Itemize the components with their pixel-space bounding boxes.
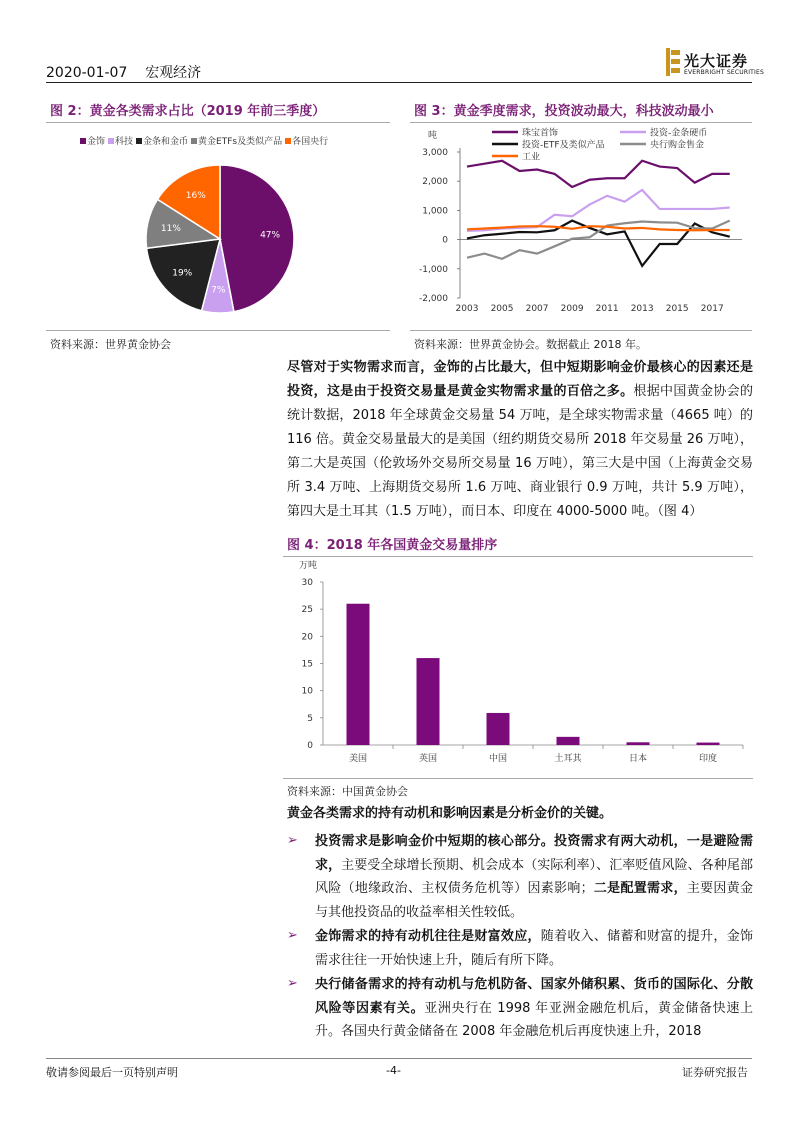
legend-label-0: 珠宝首饰	[522, 128, 559, 139]
legend-label-2: 投资-ETF及类似产品	[522, 140, 605, 151]
bullet-investment	[315, 830, 753, 924]
pie-label-2: 19%	[172, 268, 193, 279]
bullet-investment-text2: 主要因黄金与其他投资品的收益率相关性较低。	[315, 881, 753, 920]
lead-sentence: 黄金各类需求的持有动机和影响因素是分析金价的关键。	[287, 806, 613, 821]
logo-name-cn: 光大证券	[684, 52, 749, 70]
y-axis-label: 吨	[428, 131, 438, 141]
fig4-bar-chart	[283, 558, 753, 778]
bullet-jewelry-bold: 金饰需求的持有动机往往是财富效应，	[315, 929, 541, 944]
x-tick-label: 2013	[630, 304, 654, 314]
x-tick-label: 2005	[490, 304, 514, 314]
x-tick-label: 2003	[455, 304, 479, 314]
fig2-source: 资料来源：世界黄金协会	[50, 338, 171, 351]
header-date-section	[46, 62, 201, 82]
bar-3	[557, 737, 580, 745]
fig3-bottom-rule	[410, 330, 752, 331]
page-number: -4-	[386, 1064, 401, 1077]
x-tick-label: 中国	[488, 754, 508, 764]
series-line-0	[467, 161, 730, 187]
y-axis-label: 万吨	[299, 561, 318, 571]
y-tick-label: 0	[442, 235, 448, 246]
fig3-source: 资料来源：世界黄金协会。数据截止 2018 年。	[414, 338, 647, 351]
bullet-central-bank-bold: 央行储备需求的持有动机与危机防备、国家外储积累、货币的国际化、分散风险等因素有关。	[315, 977, 753, 1016]
y-tick-label: 30	[301, 578, 313, 588]
legend-label: 金条和金币	[143, 137, 189, 147]
bullet-arrow-icon: ➢	[287, 833, 298, 848]
bullet-investment-text: 主要受全球增长预期、机会成本（实际利率）、汇率贬值风险、各种尾部风险（地缘政治、主权债务危机等）因素影响；	[315, 857, 753, 896]
y-tick-label: -2,000	[418, 294, 448, 304]
y-tick-label: 25	[301, 605, 313, 616]
x-tick-label: 2011	[595, 304, 619, 314]
legend-item-0	[80, 137, 105, 147]
legend-swatch	[191, 138, 197, 144]
bar-1	[417, 658, 440, 745]
fig4-title-rule	[283, 556, 753, 557]
legend-item-4	[285, 137, 328, 147]
x-tick-label: 英国	[418, 754, 438, 764]
legend-label-1: 投资-金条硬币	[650, 128, 708, 139]
fig3-title: 图 3：黄金季度需求，投资波动最大，科技波动最小	[414, 104, 714, 119]
bar-0	[347, 604, 370, 745]
legend-swatch	[80, 138, 86, 144]
bullet-central-bank	[315, 973, 753, 1044]
legend-label-4: 工业	[522, 152, 541, 163]
bullet-jewelry	[315, 925, 753, 972]
bullet-arrow-icon: ➢	[287, 976, 298, 991]
fig2-legend	[80, 134, 390, 147]
logo-name-en: EVERBRIGHT SECURITIES	[684, 69, 764, 76]
report-section: 宏观经济	[145, 65, 202, 81]
fig4-source: 资料来源：中国黄金协会	[287, 785, 408, 798]
fig4-title: 图 4：2018 年各国黄金交易量排序	[287, 538, 498, 553]
pie-label-1: 7%	[211, 285, 226, 296]
x-tick-label: 印度	[698, 754, 718, 764]
y-tick-label: 3,000	[422, 148, 448, 158]
bullet-central-bank-text: 亚洲央行在 1998 年亚洲金融危机后，黄金储备快速上升。各国央行黄金储备在 2008 年金融危机后再度快速上升，2018	[315, 1000, 753, 1039]
everbright-logo-icon	[666, 48, 682, 76]
pie-slice-0	[220, 165, 294, 312]
footer-disclaimer: 敬请参阅最后一页特别声明	[46, 1066, 178, 1079]
footer-rule	[46, 1058, 752, 1059]
y-tick-label: 1,000	[422, 206, 448, 217]
pie-label-4: 16%	[185, 190, 206, 201]
legend-label: 各国央行	[292, 137, 329, 147]
bullet-investment-bold: 投资需求是影响金价中短期的核心部分。投资需求有两大动机，一是避险需求，	[315, 834, 753, 873]
bullet-investment-bold2: 二是配置需求，	[593, 881, 687, 896]
legend-swatch	[285, 138, 291, 144]
y-tick-label: 5	[307, 713, 313, 724]
report-date: 2020-01-07	[46, 65, 128, 81]
bar-4	[627, 742, 650, 745]
bar-5	[697, 743, 720, 745]
x-tick-label: 日本	[628, 754, 648, 764]
fig2-bottom-rule	[46, 330, 390, 331]
pie-label-0: 47%	[260, 230, 281, 241]
y-tick-label: 0	[307, 741, 313, 751]
fig3-title-rule	[410, 122, 752, 123]
legend-label: 黄金ETFs及类似产品	[198, 137, 283, 147]
legend-label-3: 央行购金售金	[650, 140, 705, 151]
legend-swatch	[136, 138, 142, 144]
bullet-arrow-icon: ➢	[287, 928, 298, 943]
legend-label: 科技	[115, 137, 134, 147]
y-tick-label: 15	[301, 659, 313, 670]
body-paragraph	[287, 356, 753, 524]
legend-item-1	[108, 137, 133, 147]
x-tick-label: 2007	[525, 304, 549, 314]
legend-item-3	[191, 137, 282, 147]
bullet-jewelry-text: 随着收入、储蓄和财富的提升，金饰需求往往一开始快速上升，随后有所下降。	[315, 929, 753, 968]
x-tick-label: 2009	[560, 304, 584, 314]
y-tick-label: 2,000	[422, 177, 448, 188]
bar-2	[487, 713, 510, 745]
x-tick-label: 美国	[348, 754, 368, 764]
legend-swatch	[108, 138, 114, 144]
x-tick-label: 2015	[665, 304, 689, 314]
fig2-title-rule	[46, 122, 390, 123]
fig4-bottom-rule	[283, 778, 753, 779]
y-tick-label: 20	[301, 632, 313, 643]
paragraph-text: 根据中国黄金协会的统计数据，2018 年全球黄金交易量 54 万吨，是全球实物需求量（4665 吨）的 116 倍。黄金交易量最大的是美国（纽约期货交易所 2018 年交易量 26 万吨），第二大是英国（伦敦场外交易所交易量 16 万吨），第三大是中国（上海黄金交易所 3.4 万吨、上海期货交易所 1.6 万吨、商业银行 0.9 万吨，共计 5.9 万吨），第四大是土耳其（1.5 万吨），而日本、印度在 4000-5000 吨。（图 4）	[287, 384, 753, 519]
legend-item-2	[136, 137, 188, 147]
paragraph-bold-text: 尽管对于实物需求而言，金饰的占比最大，但中短期影响金价最核心的因素还是投资，这是由于投资交易量是黄金实物需求量的百倍之多。	[287, 360, 753, 399]
footer-report-type: 证券研究报告	[682, 1066, 748, 1079]
x-tick-label: 土耳其	[554, 754, 582, 764]
legend-label: 金饰	[87, 137, 106, 147]
fig2-title: 图 2：黄金各类需求占比（2019 年前三季度）	[50, 104, 326, 119]
series-line-1	[467, 190, 730, 231]
header-rule	[46, 82, 752, 83]
y-tick-label: 10	[301, 686, 313, 697]
fig3-line-chart	[410, 124, 752, 330]
x-tick-label: 2017	[700, 304, 724, 314]
fig2-pie-chart	[130, 150, 320, 330]
y-tick-label: -1,000	[418, 264, 448, 275]
pie-label-3: 11%	[160, 224, 181, 235]
